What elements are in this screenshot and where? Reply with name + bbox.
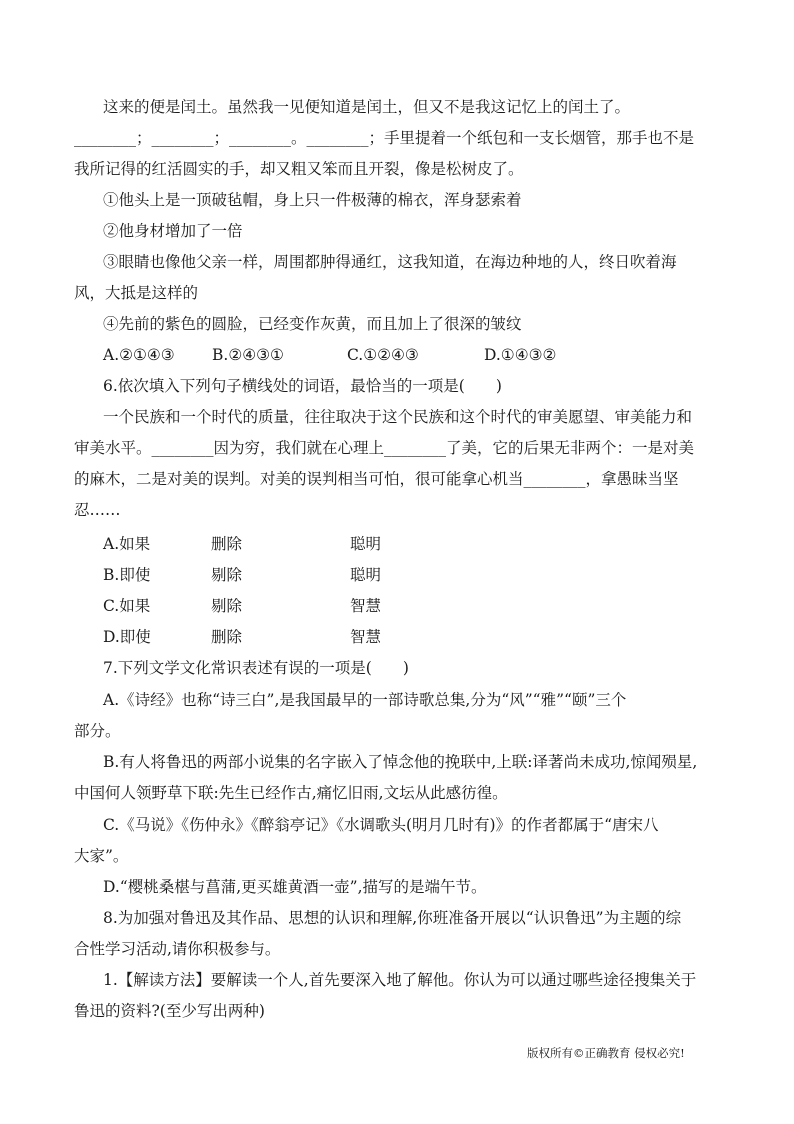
q6-option-letter: D.即使 [103, 628, 151, 646]
q6-passage-line: 的麻木，二是对美的误判。对美的误判相当可怕，很可能拿心机当________，拿愚昧当坚 [74, 470, 679, 488]
q6-option-c[interactable] [103, 596, 403, 616]
q8-stem: 8.为加强对鲁迅及其作品、思想的认识和理解,你班准备开展以“认识鲁迅”为主题的综 [103, 909, 682, 927]
q6-option-b[interactable] [103, 565, 403, 585]
q6-option-word: 智慧 [350, 597, 382, 615]
q7-option-c[interactable]: C.《马说》《伤仲永》《醉翁亭记》《水调歌头(明月几时有)》的作者都属于“唐宋八 [103, 816, 659, 834]
q6-stem: 6.依次填入下列句子横线处的词语，最恰当的一项是( ) [103, 377, 502, 395]
q5-option-b[interactable]: B.②④③① [212, 346, 284, 364]
q7-option-b[interactable]: B.有人将鲁迅的两部小说集的名字嵌入了悼念他的挽联中,上联:译著尚未成功,惊闻殒星, [103, 753, 698, 771]
q6-option-word: 删除 [211, 535, 243, 553]
q7-option-c-cont: 大家”。 [74, 847, 129, 865]
q5-option-c[interactable]: C.①②④③ [347, 346, 419, 364]
q5-option-d[interactable]: D.①④③② [484, 346, 557, 364]
q6-option-word: 删除 [211, 628, 243, 646]
q7-option-b-cont: 中国何人领野草下联:先生已经作古,痛忆旧雨,文坛从此感彷徨。 [74, 784, 508, 802]
q6-passage-line: 审美水平。________因为穷，我们就在心理上________了美，它的后果无非两个：一是对美 [74, 439, 695, 457]
q6-option-letter: A.如果 [103, 535, 151, 553]
q5-options-row [103, 345, 623, 365]
q6-passage-line: 忍…… [74, 501, 121, 519]
q6-option-letter: C.如果 [103, 597, 151, 615]
q7-option-d[interactable]: D.“樱桃桑椹与菖蒲,更买雄黄酒一壶”,描写的是端午节。 [103, 878, 487, 896]
q5-passage-line: 我所记得的红活圆实的手，却又粗又笨而且开裂，像是松树皮了。 [74, 160, 524, 178]
q6-option-word: 剔除 [211, 597, 243, 615]
q6-option-d[interactable] [103, 627, 403, 647]
q5-sentence-4: ④先前的紫色的圆脸，已经变作灰黄，而且加上了很深的皱纹 [103, 315, 522, 333]
q5-passage-line: ________；________；________。________；手里提着一个纸包和一支长烟管，那手也不是 [74, 129, 695, 147]
q6-option-a[interactable] [103, 534, 403, 554]
q5-sentence-3: ③眼睛也像他父亲一样，周围都肿得通红，这我知道，在海边种地的人，终日吹着海 [103, 253, 677, 271]
q7-option-a-cont: 部分。 [74, 722, 121, 740]
copyright-footer: 版权所有©正确教育 侵权必究! [527, 1046, 685, 1060]
q6-option-letter: B.即使 [103, 566, 151, 584]
q7-stem: 7.下列文学文化常识表述有误的一项是( ) [103, 659, 409, 677]
q8-subquestion-1-cont: 鲁迅的资料?(至少写出两种) [74, 1002, 265, 1020]
q8-stem-cont: 合性学习活动,请你积极参与。 [74, 940, 281, 958]
q6-option-word: 剔除 [211, 566, 243, 584]
q7-option-a[interactable]: A.《诗经》也称“诗三白”,是我国最早的一部诗歌总集,分为“风”“雅”“颐”三个 [103, 691, 627, 709]
q8-subquestion-1: 1.【解读方法】要解读一个人,首先要深入地了解他。你认为可以通过哪些途径搜集关于 [103, 971, 697, 989]
q5-sentence-1: ①他头上是一顶破毡帽，身上只一件极薄的棉衣，浑身瑟索着 [103, 191, 522, 209]
q6-passage-line: 一个民族和一个时代的质量，往往取决于这个民族和这个时代的审美愿望、审美能力和 [103, 408, 693, 426]
q5-passage-line: 这来的便是闰土。虽然我一见便知道是闰土，但又不是我这记忆上的闰土了。 [103, 98, 631, 116]
q6-option-word: 智慧 [350, 628, 382, 646]
q6-option-word: 聪明 [350, 566, 382, 584]
q5-option-a[interactable]: A.②①④③ [103, 346, 175, 364]
q5-sentence-3-cont: 风，大抵是这样的 [74, 284, 199, 302]
q5-sentence-2: ②他身材增加了一倍 [103, 222, 243, 240]
q6-option-word: 聪明 [350, 535, 382, 553]
